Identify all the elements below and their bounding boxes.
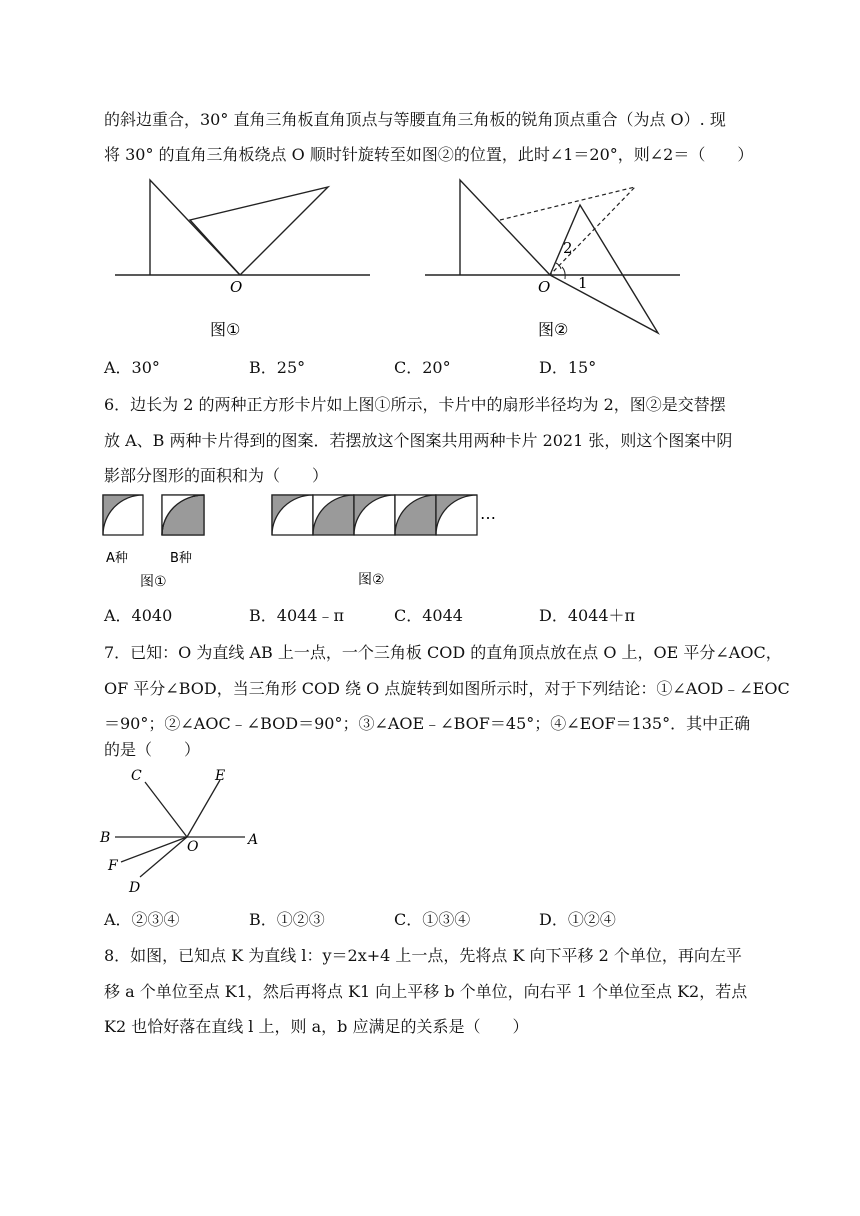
q5-text-line-1: 的斜边重合，30° 直角三角板直角顶点与等腰直角三角板的锐角顶点重合（为点 O）. 现 [104,110,726,129]
q7-text-line-4: 的是（ ） [104,740,201,759]
q6-label-a: A种 [106,551,128,566]
q6-figure [100,492,520,592]
q6-card-b [162,495,204,535]
q5-fig2-label-2: 2 [563,239,573,257]
q5-options [104,358,596,378]
q5-option-a[interactable]: A．30° [104,358,160,377]
q7-label-c: C [131,768,142,784]
q8-text-line-1: 8．如图，已知点 K 为直线 l：y＝2x+4 上一点，先将点 K 向下平移 2 个单位，再向左平 [104,946,742,965]
q6-options [104,606,635,626]
q6-text-line-1: 6．边长为 2 的两种正方形卡片如上图①所示，卡片中的扇形半径均为 2，图②是交替摆 [104,395,726,414]
q5-fig1-caption: 图① [210,320,241,339]
q5-fig2-label-1: 1 [578,274,588,292]
q7-option-c[interactable]: C．①③④ [394,910,471,929]
q8-text-line-2: 移 a 个单位至点 K1，然后再将点 K1 向上平移 b 个单位，向右平 1 个单位至点 K2，若点 [104,982,748,1001]
q6-option-b[interactable]: B．4044﹣π [249,606,344,625]
q5-figure-1 [110,175,380,345]
q7-option-a[interactable]: A．②③④ [104,910,180,929]
q7-figure [95,762,275,902]
q6-caption-2: 图② [358,572,385,588]
q6-pattern [272,495,477,535]
q5-fig2-caption: 图② [538,320,569,339]
q7-text-line-2: OF 平分∠BOD，当三角形 COD 绕 O 点旋转到如图所示时，对于下列结论：①∠AOD﹣∠EOC [104,679,790,698]
q5-option-c[interactable]: C．20° [394,358,451,377]
q6-option-a[interactable]: A．4040 [104,606,173,625]
q6-text-line-3: 影部分图形的面积和为（ ） [104,466,329,485]
q5-figure-2 [420,175,690,345]
q7-label-d: D [129,880,141,896]
q7-option-d[interactable]: D．①②④ [539,910,616,929]
q6-caption-1: 图① [140,574,167,590]
q7-text-line-3: ＝90°；②∠AOC﹣∠BOD＝90°；③∠AOE﹣∠BOF＝45°；④∠EOF＝135°．其中正确 [104,714,751,733]
q7-label-e: E [215,768,226,784]
q7-label-f: F [108,858,118,874]
q8-text-line-3: K2 也恰好落在直线 l 上，则 a，b 应满足的关系是（ ） [104,1017,529,1036]
q6-label-b: B种 [170,551,192,566]
q7-label-b: B [100,830,111,846]
q7-options [104,910,616,930]
q7-option-b[interactable]: B．①②③ [249,910,325,929]
q6-ellipsis: … [480,504,496,523]
q6-text-line-2: 放 A、B 两种卡片得到的图案．若摆放这个图案共用两种卡片 2021 张，则这个图案中阴 [104,431,733,450]
q6-option-c[interactable]: C．4044 [394,606,463,625]
q5-fig2-label-o: O [538,278,551,296]
q5-option-b[interactable]: B．25° [249,358,306,377]
q7-text-line-1: 7．已知：O 为直线 AB 上一点，一个三角板 COD 的直角顶点放在点 O 上，OE 平分∠AOC， [104,643,782,662]
q5-option-d[interactable]: D．15° [539,358,597,377]
q7-label-a: A [248,832,259,848]
q5-text-line-2: 将 30° 的直角三角板绕点 O 顺时针旋转至如图②的位置，此时∠1＝20°，则∠2＝（ ） [104,145,754,164]
q5-fig1-label-o: O [230,278,243,296]
q6-option-d[interactable]: D．4044＋π [539,606,636,625]
q6-card-a [103,495,143,535]
q7-label-o: O [187,839,199,855]
